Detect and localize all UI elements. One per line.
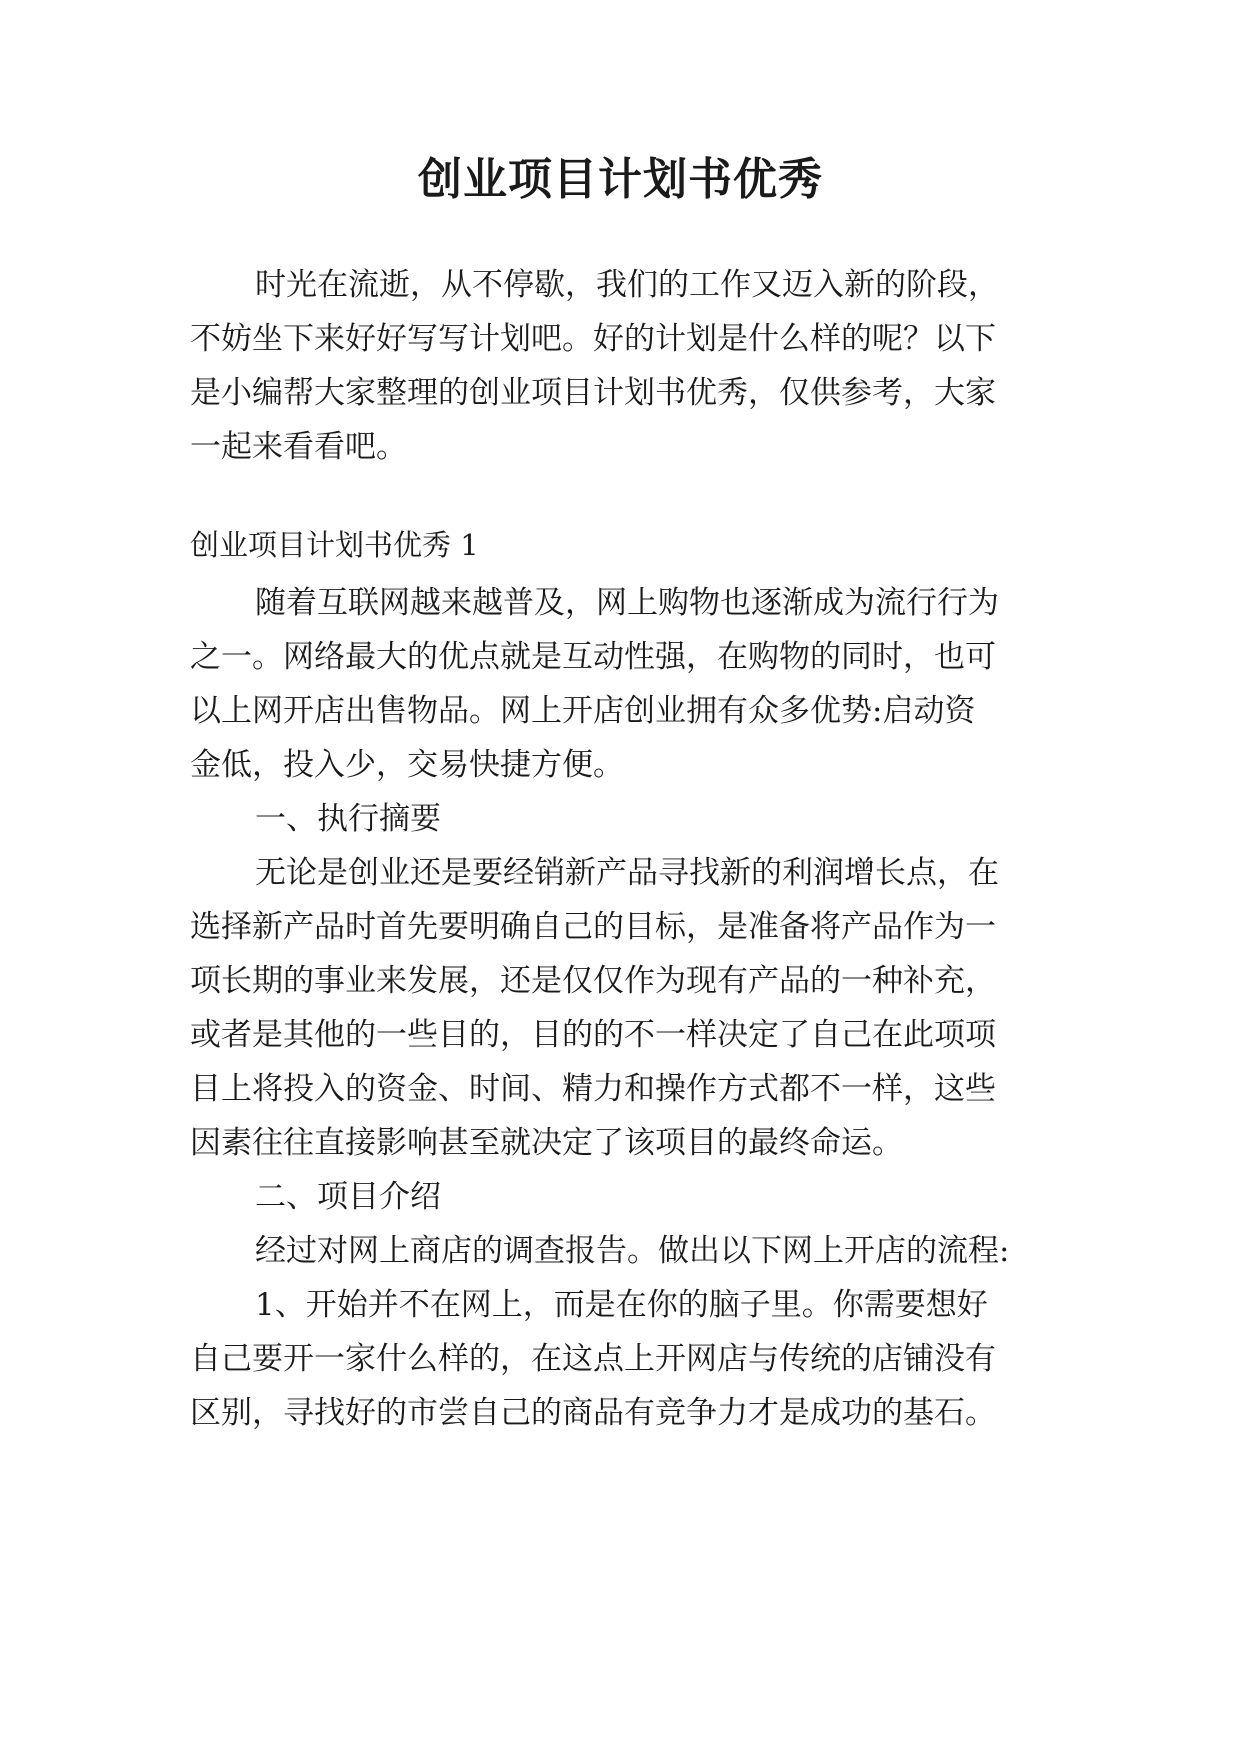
intro-line-3: 是小编帮大家整理的创业项目计划书优秀，仅供参考，大家	[190, 375, 996, 411]
section-title: 创业项目计划书优秀 1	[190, 528, 479, 562]
para4-line-1: 1、开始并不在网上，而是在你的脑子里。你需要想好	[255, 1287, 988, 1323]
para2-line-3: 项长期的事业来发展，还是仅仅作为现有产品的一种补充，	[190, 963, 996, 999]
para2-line-2: 选择新产品时首先要明确自己的目标，是准备将产品作为一	[190, 909, 996, 945]
intro-line-2: 不妨坐下来好好写写计划吧。好的计划是什么样的呢？以下	[190, 321, 996, 357]
para4-line-2: 自己要开一家什么样的，在这点上开网店与传统的店铺没有	[190, 1341, 996, 1377]
para1-line-1: 随着互联网越来越普及，网上购物也逐渐成为流行行为	[255, 585, 999, 621]
document-title: 创业项目计划书优秀	[418, 154, 823, 205]
para2-line-1: 无论是创业还是要经销新产品寻找新的利润增长点，在	[255, 855, 999, 891]
heading-executive-summary: 一、执行摘要	[255, 801, 441, 837]
para2-line-5: 目上将投入的资金、时间、精力和操作方式都不一样，这些	[190, 1071, 996, 1107]
para1-line-3: 以上网开店出售物品。网上开店创业拥有众多优势:启动资	[190, 693, 976, 729]
para1-line-2: 之一。网络最大的优点就是互动性强，在购物的同时，也可	[190, 639, 996, 675]
heading-project-intro: 二、项目介绍	[255, 1179, 441, 1215]
para3-line-1: 经过对网上商店的调查报告。做出以下网上开店的流程:	[255, 1233, 1010, 1269]
intro-line-1: 时光在流逝，从不停歇，我们的工作又迈入新的阶段，	[255, 267, 999, 303]
para1-line-4: 金低，投入少，交易快捷方便。	[190, 747, 624, 783]
para2-line-4: 或者是其他的一些目的，目的的不一样决定了自己在此项项	[190, 1017, 996, 1053]
para2-line-6: 因素往往直接影响甚至就决定了该项目的最终命运。	[190, 1125, 903, 1161]
para4-line-3: 区别，寻找好的市尝自己的商品有竞争力才是成功的基石。	[190, 1395, 996, 1431]
intro-line-4: 一起来看看吧。	[190, 429, 407, 465]
